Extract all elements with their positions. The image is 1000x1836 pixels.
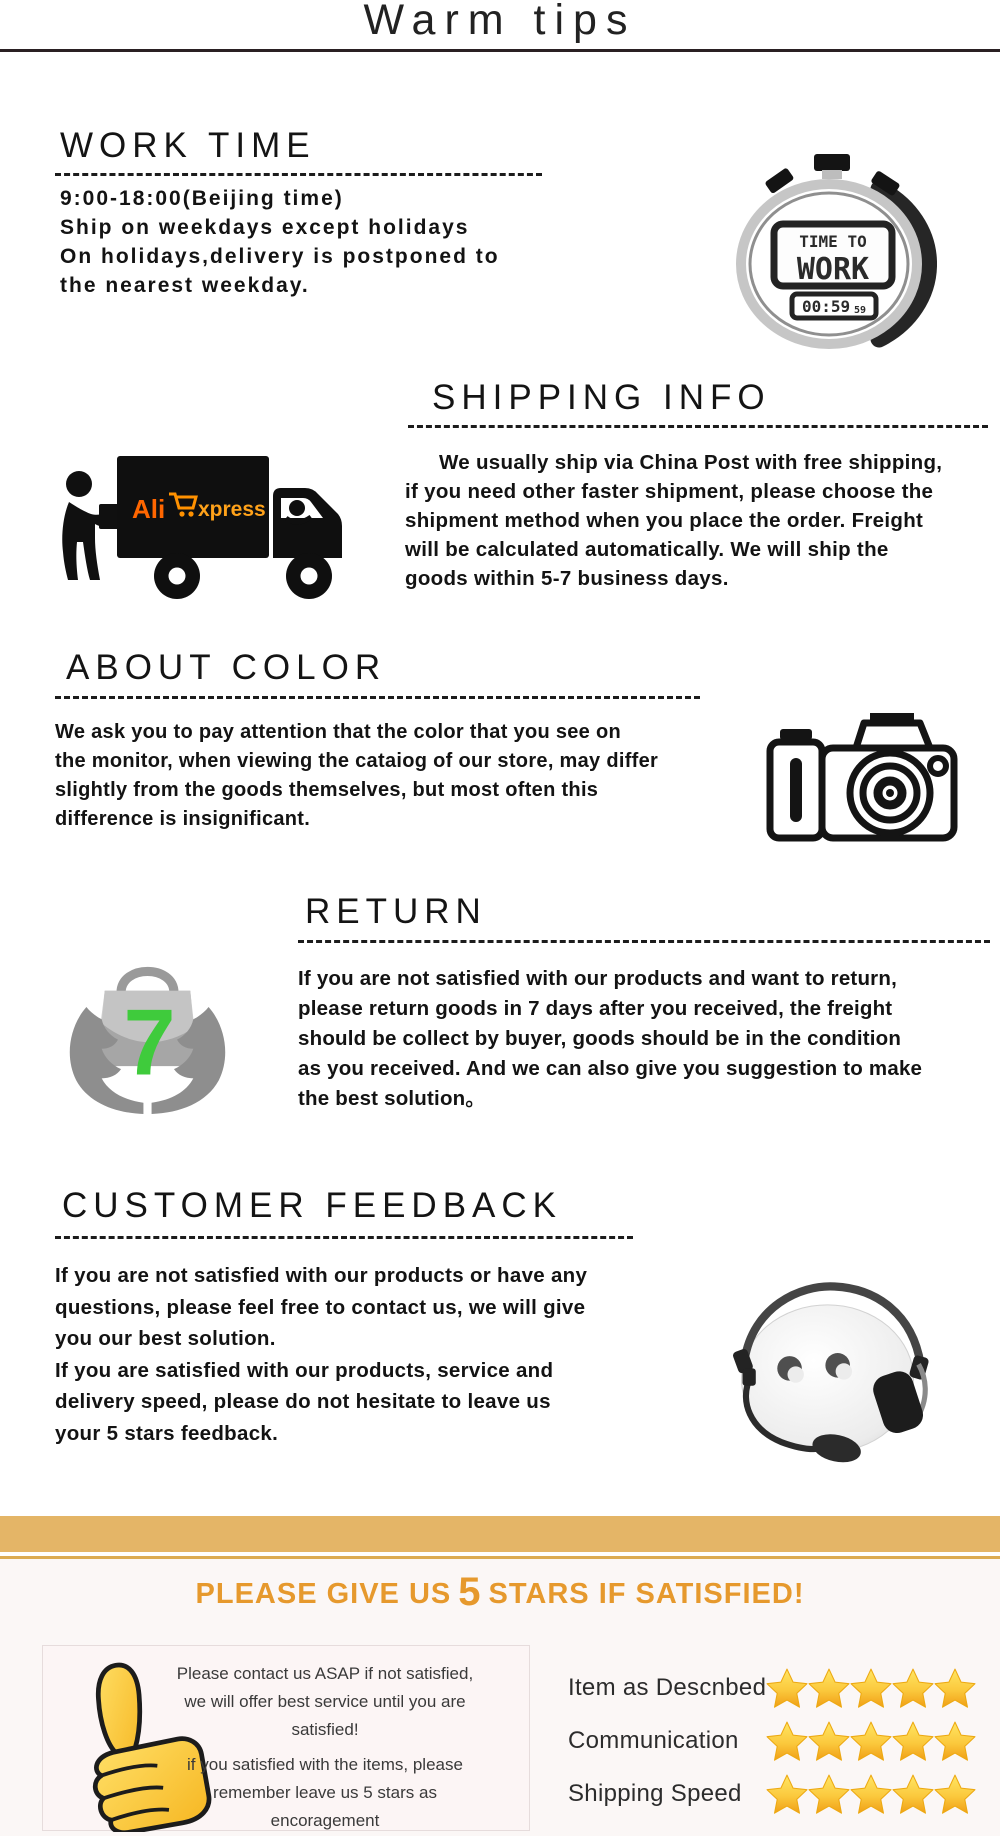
return-text	[298, 964, 922, 1114]
star-icon	[850, 1773, 892, 1815]
text-line: the nearest weekday.	[60, 274, 310, 297]
rating-label: Item as Descnbed	[568, 1674, 767, 1701]
stopwatch-label-main: WORK	[796, 252, 870, 287]
star-icon	[892, 1720, 934, 1762]
about-color-text	[55, 718, 658, 834]
text-line: should be collect by buyer, goods should be in the condition	[298, 1027, 902, 1050]
text-line: the best solution。	[298, 1087, 487, 1110]
five-stars-headline: PLEASE GIVE US 5 STARS IF SATISFIED!	[195, 1570, 805, 1614]
stopwatch-time-frac: 59	[854, 305, 867, 316]
shipping-heading: SHIPPING INFO	[432, 378, 771, 417]
rating-stars	[766, 1720, 976, 1762]
star-icon	[850, 1667, 892, 1709]
note-line: satisfied!	[291, 1720, 359, 1739]
text-line: Ship on weekdays except holidays	[60, 216, 470, 239]
text-line: On holidays,delivery is postponed to	[60, 245, 500, 268]
star-icon	[892, 1773, 934, 1815]
star-icon	[934, 1720, 976, 1762]
bag-number: 7	[123, 989, 176, 1095]
star-icon	[934, 1773, 976, 1815]
star-icon	[766, 1667, 808, 1709]
text-line: slightly from the goods themselves, but most often this	[55, 779, 599, 801]
shipping-text	[405, 448, 942, 593]
star-icon	[766, 1773, 808, 1815]
text-line: goods within 5-7 business days.	[405, 567, 729, 590]
headline-pre: PLEASE GIVE US	[195, 1578, 452, 1610]
page-title: Warm tips	[363, 0, 637, 44]
return-dashed-rule	[298, 940, 990, 943]
camera-icon	[760, 710, 965, 850]
rating-label: Communication	[568, 1727, 739, 1754]
text-line: you our best solution.	[55, 1327, 276, 1350]
text-line: your 5 stars feedback.	[55, 1421, 279, 1445]
text-line: if you need other faster shipment, please choose the	[405, 480, 934, 503]
stopwatch-label-top: TIME TO	[799, 232, 867, 251]
thumb	[92, 1662, 148, 1755]
text-line: If you are satisfied with our products, service and	[55, 1358, 554, 1382]
note-line: if you satisfied with the items, please	[187, 1755, 463, 1774]
feedback-dashed-rule	[55, 1236, 633, 1239]
note-line: we will offer best service until you are	[184, 1692, 466, 1711]
text-line: 9:00-18:00(Beijing time)	[60, 187, 344, 210]
return-heading: RETURN	[305, 892, 487, 931]
text-line: will be calculated automatically. We will ship the	[405, 538, 889, 561]
work-time-dashed-rule	[55, 173, 542, 176]
stopwatch-icon	[732, 152, 937, 352]
text-line: If you are not satisfied with our products and want to return,	[298, 967, 897, 990]
text-line: If you are not satisfied with our products or have any	[55, 1264, 588, 1287]
note-line: remember leave us 5 stars as	[213, 1783, 437, 1802]
text-line: We ask you to pay attention that the color that you see on	[55, 721, 621, 743]
delivery-truck-icon	[55, 452, 355, 602]
work-time-heading: WORK TIME	[60, 126, 316, 165]
star-icon	[808, 1773, 850, 1815]
star-icon	[934, 1667, 976, 1709]
return-7days-icon	[55, 948, 240, 1116]
note-line: Please contact us ASAP if not satisfied,	[176, 1664, 474, 1683]
star-icon	[808, 1720, 850, 1762]
about-color-dashed-rule	[55, 696, 700, 699]
rating-row-item-as-described	[568, 1666, 976, 1710]
about-color-heading: ABOUT COLOR	[66, 648, 387, 687]
work-time-text	[60, 184, 500, 300]
star-icon	[850, 1720, 892, 1762]
text-line: please return goods in 7 days after you received, the freight	[298, 997, 893, 1020]
headset-icon	[722, 1278, 937, 1468]
rating-row-communication	[568, 1719, 976, 1763]
star-icon	[892, 1667, 934, 1709]
title-divider	[0, 49, 1000, 52]
feedback-note-text	[160, 1660, 490, 1835]
rating-stars	[766, 1667, 976, 1709]
headline-post: STARS IF SATISFIED!	[488, 1578, 805, 1610]
star-icon	[766, 1720, 808, 1762]
text-line: delivery speed, please do not hesitate to leave us	[55, 1390, 551, 1413]
text-line: We usually ship via China Post with free shipping,	[439, 451, 943, 474]
truck-logo-xpress: xpress	[198, 498, 266, 521]
text-line: shipment method when you place the order. Freight	[405, 509, 924, 532]
rating-label: Shipping Speed	[568, 1780, 742, 1807]
text-line: as you received. And we can also give you suggestion to make	[298, 1057, 923, 1080]
shipping-dashed-rule	[408, 425, 988, 428]
text-line: the monitor, when viewing the cataiog of our store, may differ	[55, 750, 659, 772]
text-line: questions, please feel free to contact us, we will give	[55, 1295, 586, 1319]
stopwatch-time: 00:59	[802, 297, 851, 316]
truck-logo-ali: Ali	[132, 494, 166, 524]
star-icon	[808, 1667, 850, 1709]
rating-row-shipping-speed	[568, 1772, 976, 1816]
gold-divider-bar	[0, 1516, 1000, 1552]
text-line: difference is insignificant.	[55, 808, 311, 830]
note-line: encoragement	[270, 1811, 380, 1830]
feedback-heading: CUSTOMER FEEDBACK	[62, 1186, 563, 1225]
feedback-text	[55, 1260, 587, 1449]
rating-stars	[766, 1773, 976, 1815]
